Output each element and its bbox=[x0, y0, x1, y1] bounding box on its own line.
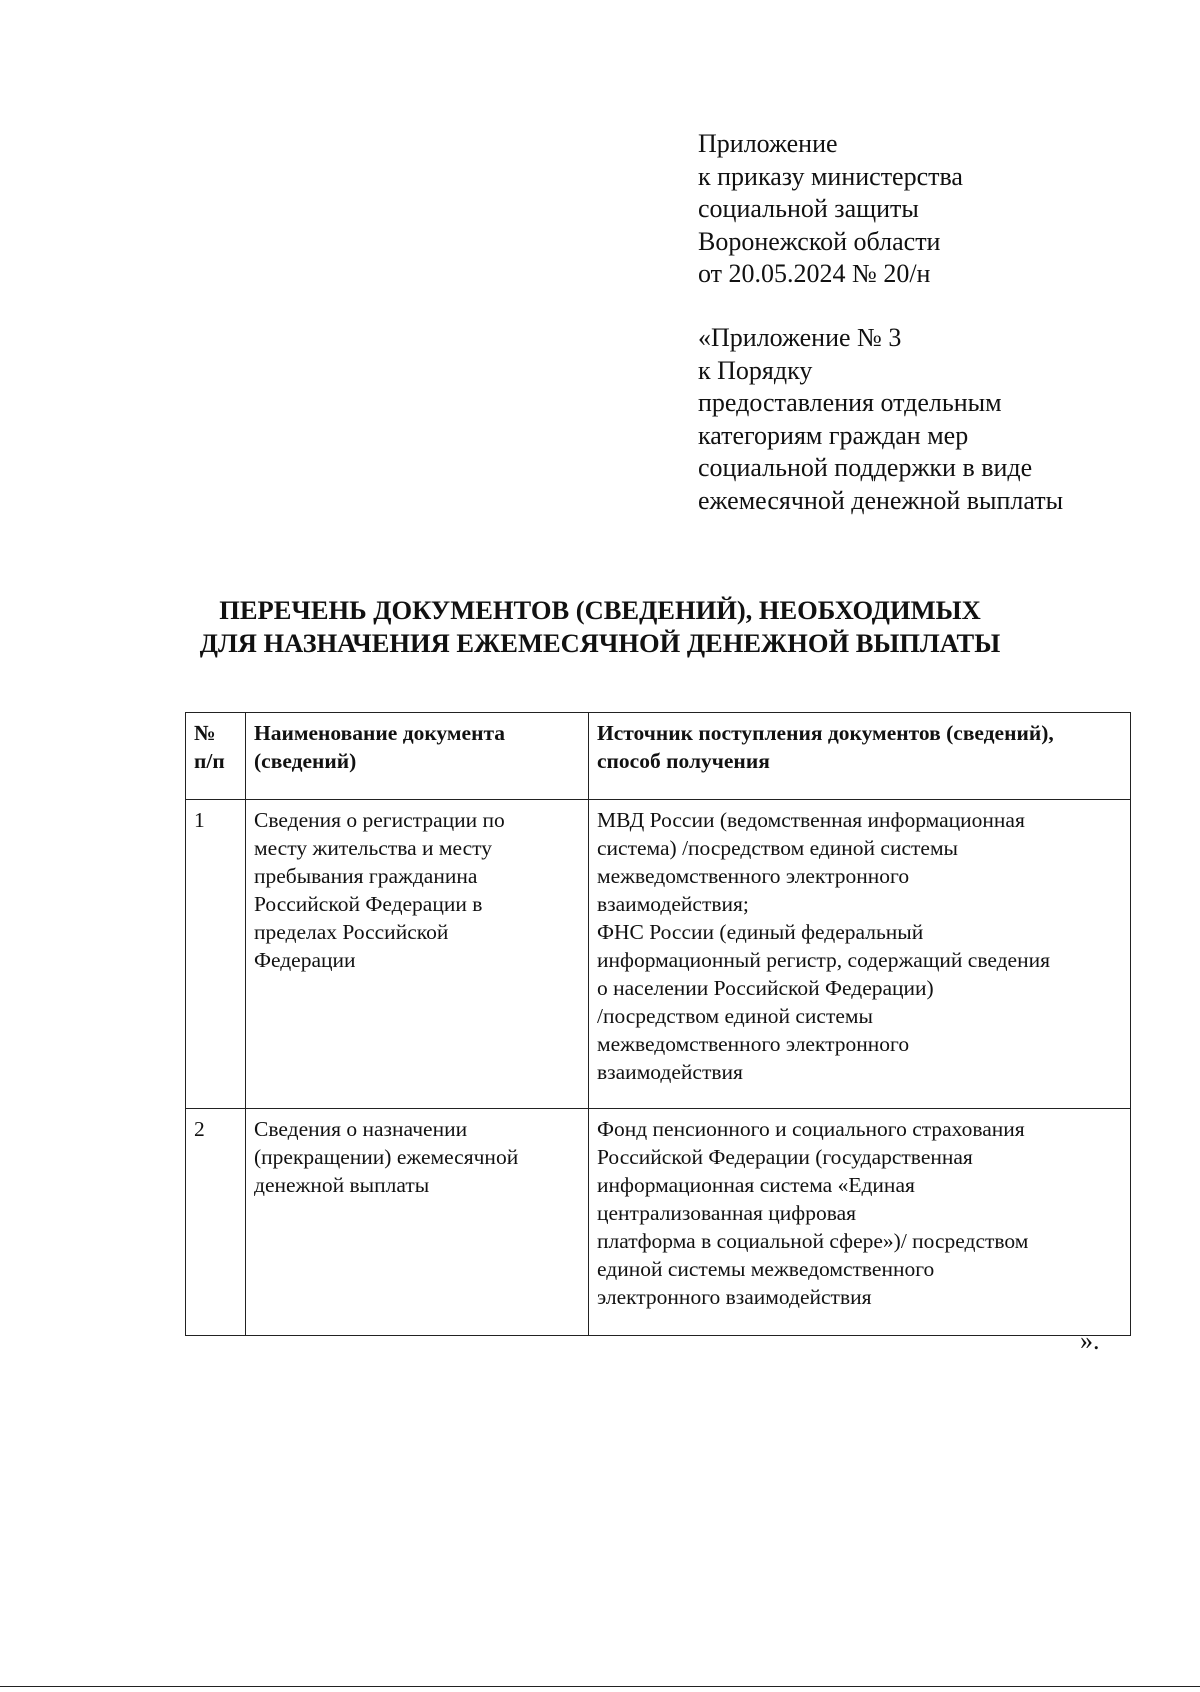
source-line: ФНС России (единый федеральный bbox=[597, 920, 924, 944]
row-document-name bbox=[246, 800, 589, 1109]
appendix-line: Воронежской области bbox=[698, 226, 941, 256]
source-line: Российской Федерации (государственная bbox=[597, 1145, 973, 1169]
header-source-line: способ получения bbox=[597, 749, 770, 773]
inner-appendix-line: к Порядку bbox=[698, 355, 813, 385]
source-line: Фонд пенсионного и социального страхования bbox=[597, 1117, 1025, 1141]
source-line: взаимодействия bbox=[597, 1060, 743, 1084]
source-line: МВД России (ведомственная информационная bbox=[597, 808, 1025, 832]
source-line: о населении Российской Федерации) bbox=[597, 976, 934, 1000]
header-number-line: п/п bbox=[194, 749, 225, 773]
closing-quote-mark: ». bbox=[1080, 1326, 1100, 1355]
name-line: Федерации bbox=[254, 948, 356, 972]
appendix-line: к приказу министерства bbox=[698, 161, 963, 191]
row-document-name bbox=[246, 1109, 589, 1336]
header-source bbox=[589, 713, 1131, 800]
documents-table bbox=[185, 712, 1131, 1336]
row-number: 2 bbox=[186, 1109, 246, 1336]
name-line: денежной выплаты bbox=[254, 1173, 430, 1197]
header-name-line: Наименование документа bbox=[254, 721, 506, 745]
row-source bbox=[589, 800, 1131, 1109]
name-line: пребывания гражданина bbox=[254, 864, 478, 888]
name-line: (прекращении) ежемесячной bbox=[254, 1145, 519, 1169]
row-number: 1 bbox=[186, 800, 246, 1109]
name-line: пределах Российской bbox=[254, 920, 449, 944]
header-document-name bbox=[246, 713, 589, 800]
inner-appendix-line: «Приложение № 3 bbox=[698, 323, 902, 352]
appendix-line: социальной защиты bbox=[698, 194, 919, 223]
table-header-row bbox=[186, 713, 1131, 800]
header-name-line: (сведений) bbox=[254, 749, 357, 773]
inner-appendix-line: предоставления отдельным bbox=[698, 388, 1002, 417]
header-number bbox=[186, 713, 246, 800]
source-line: электронного взаимодействия bbox=[597, 1285, 872, 1309]
inner-appendix-line: ежемесячной денежной выплаты bbox=[698, 485, 1064, 515]
source-line: система) /посредством единой системы bbox=[597, 836, 959, 860]
table-row bbox=[186, 800, 1131, 1109]
name-line: Сведения о назначении bbox=[254, 1117, 468, 1141]
source-line: взаимодействия; bbox=[597, 892, 749, 916]
header-number-line: № bbox=[194, 721, 216, 745]
source-line: информационная система «Единая bbox=[597, 1173, 915, 1197]
source-line: единой системы межведомственного bbox=[597, 1257, 935, 1281]
appendix-header bbox=[698, 128, 963, 291]
appendix-line: от 20.05.2024 № 20/н bbox=[698, 259, 931, 288]
title-line-2: ДЛЯ НАЗНАЧЕНИЯ ЕЖЕМЕСЯЧНОЙ ДЕНЕЖНОЙ ВЫПЛАТЫ bbox=[199, 628, 1001, 658]
source-line: /посредством единой системы bbox=[597, 1004, 873, 1028]
inner-appendix-line: категориям граждан мер bbox=[698, 420, 969, 450]
name-line: Российской Федерации в bbox=[254, 892, 483, 916]
source-line: платформа в социальной сфере»)/ посредством bbox=[597, 1229, 1029, 1253]
source-line: централизованная цифровая bbox=[597, 1201, 857, 1225]
name-line: Сведения о регистрации по bbox=[254, 808, 505, 832]
source-line: межведомственного электронного bbox=[597, 1032, 910, 1056]
title-line-1: ПЕРЕЧЕНЬ ДОКУМЕНТОВ (СВЕДЕНИЙ), НЕОБХОДИМЫХ bbox=[219, 595, 981, 625]
footer-divider bbox=[0, 1686, 1200, 1687]
table-row bbox=[186, 1109, 1131, 1336]
row-source bbox=[589, 1109, 1131, 1336]
inner-appendix-header bbox=[698, 322, 1063, 517]
name-line: месту жительства и месту bbox=[254, 836, 492, 860]
document-title bbox=[0, 594, 1200, 660]
source-line: межведомственного электронного bbox=[597, 864, 910, 888]
header-source-line: Источник поступления документов (сведений), bbox=[597, 721, 1054, 745]
source-line: информационный регистр, содержащий сведения bbox=[597, 948, 1050, 972]
inner-appendix-line: социальной поддержки в виде bbox=[698, 453, 1033, 482]
appendix-line: Приложение bbox=[698, 129, 838, 158]
